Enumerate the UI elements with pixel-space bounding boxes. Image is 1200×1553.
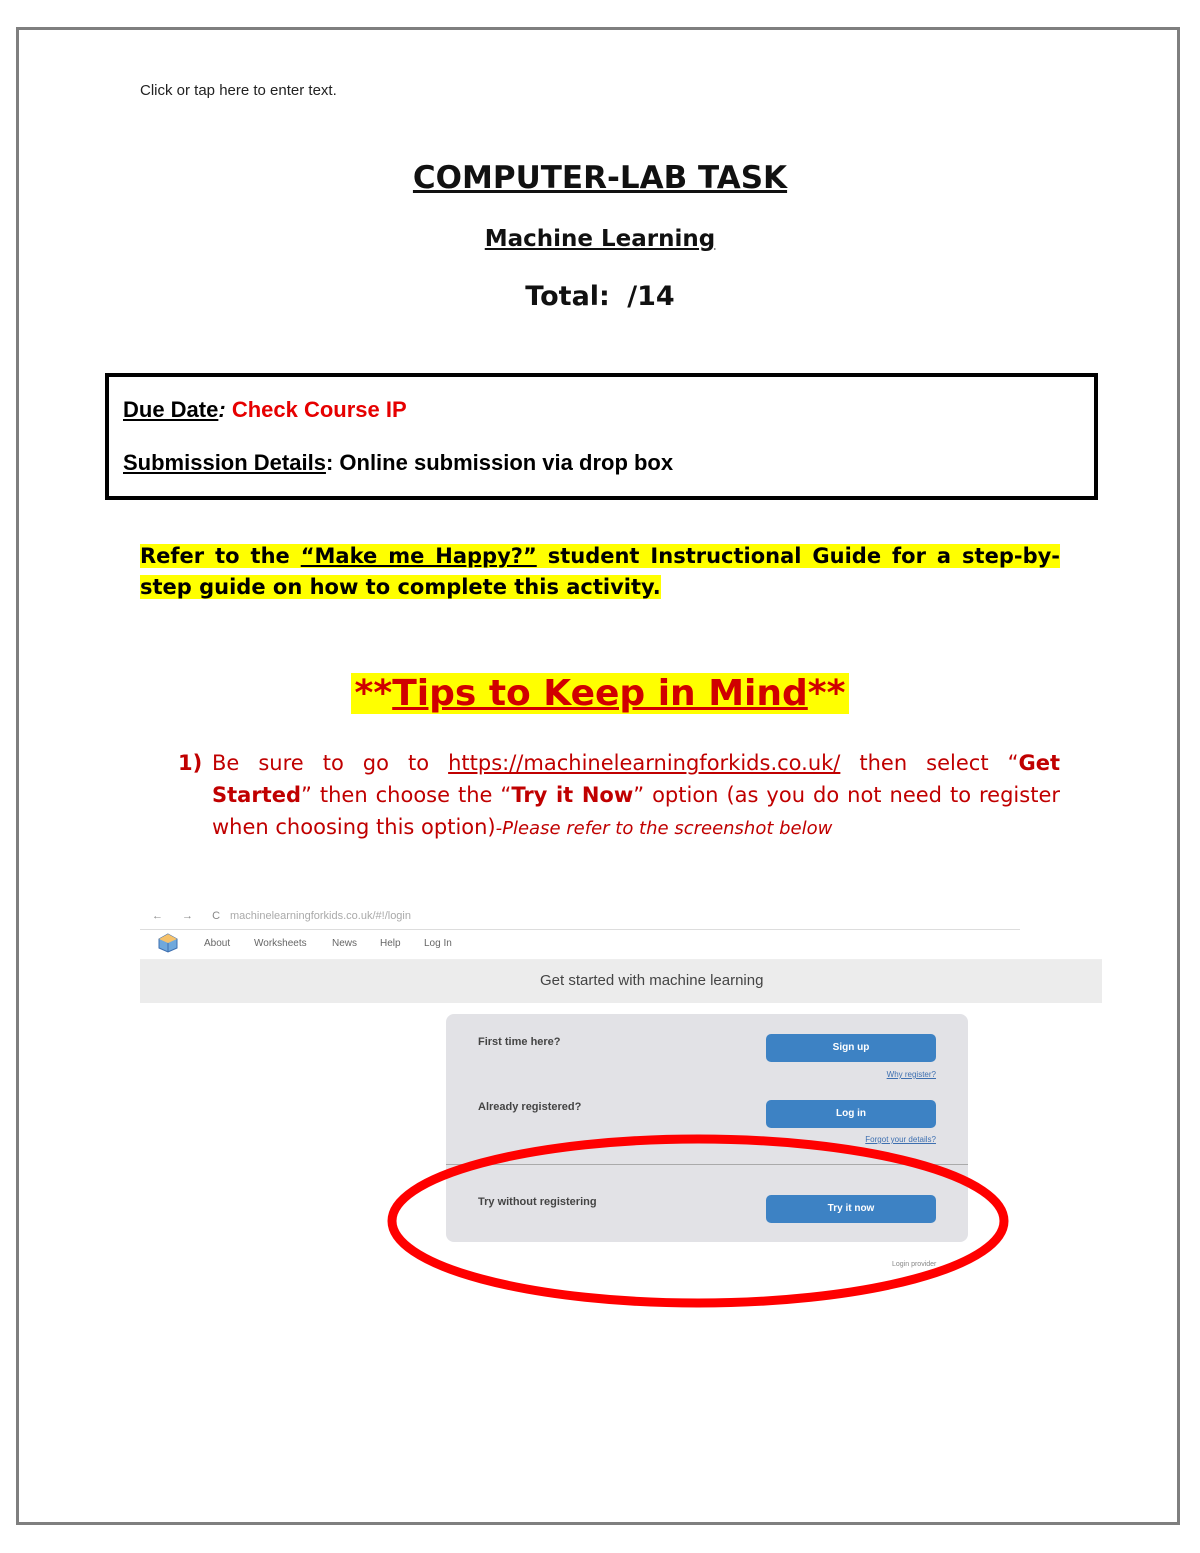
guide-name: “Make me Happy?”: [300, 544, 537, 568]
try-it-now-button: Try it now: [766, 1195, 936, 1223]
due-date-line: [123, 397, 407, 423]
log-in-button: Log in: [766, 1100, 936, 1128]
nav-news: News: [332, 938, 358, 949]
nav-worksheets: Worksheets: [254, 938, 307, 949]
refer-before: Refer to the: [140, 544, 301, 568]
highlight-circle: [140, 905, 1102, 1315]
due-date-label: Due Date: [123, 397, 219, 422]
tips-heading: [0, 673, 1200, 714]
submission-line: [123, 450, 673, 476]
submission-value: : Online submission via drop box: [325, 450, 674, 475]
why-register-link: Why register?: [886, 1070, 936, 1079]
tip-number: 1): [178, 751, 203, 775]
tips-stars-left: **: [354, 673, 393, 714]
tip-text: [212, 747, 1060, 845]
tip-item: [178, 747, 1060, 845]
due-date-value: Check Course IP: [231, 397, 407, 422]
tips-stars-right: **: [807, 673, 846, 714]
tip-part4: ” option (as you do not need to register when choosing this option): [212, 783, 1060, 839]
sign-up-button: Sign up: [766, 1034, 936, 1062]
refer-after: student Instructional Guide for a step-by-step guide on how to complete this activity.: [140, 544, 1061, 599]
nav-help: Help: [380, 938, 401, 949]
get-started-emphasis: Get Started: [212, 751, 1061, 807]
tip-part2: then select “: [840, 751, 1019, 775]
refer-instruction: [140, 541, 1060, 603]
footer-note: Login provider: [892, 1261, 937, 1268]
screenshot-note: -Please refer to the screenshot below: [495, 818, 833, 839]
forgot-details-link: Forgot your details?: [865, 1135, 936, 1144]
text-placeholder[interactable]: Click or tap here to enter text.: [140, 82, 337, 99]
due-date-box: [105, 373, 1098, 500]
page-subtitle: Machine Learning: [484, 226, 716, 252]
page-title: COMPUTER-LAB TASK: [412, 160, 788, 196]
nav-log-in: Log In: [424, 938, 452, 949]
tips-heading-text: Tips to Keep in Mind: [392, 673, 808, 714]
nav-about: About: [204, 938, 231, 949]
tip-part1: Be sure to go to: [212, 751, 449, 775]
embedded-screenshot: [140, 905, 1102, 1315]
first-time-label: First time here?: [478, 1036, 561, 1048]
try-it-now-emphasis: Try it Now: [511, 783, 634, 807]
due-date-colon: :: [218, 397, 226, 422]
total-score: Total: /14: [525, 281, 675, 312]
hero-title: Get started with machine learning: [540, 972, 764, 989]
try-without-label: Try without registering: [478, 1196, 597, 1208]
website-link[interactable]: https://machinelearningforkids.co.uk/: [448, 751, 841, 775]
tip-part3: ” then choose the “: [301, 783, 512, 807]
already-registered-label: Already registered?: [478, 1101, 582, 1113]
submission-label: Submission Details: [123, 450, 326, 475]
browser-nav-arrows-icon: ← → C: [152, 910, 229, 922]
browser-url: machinelearningforkids.co.uk/#!/login: [230, 910, 411, 922]
